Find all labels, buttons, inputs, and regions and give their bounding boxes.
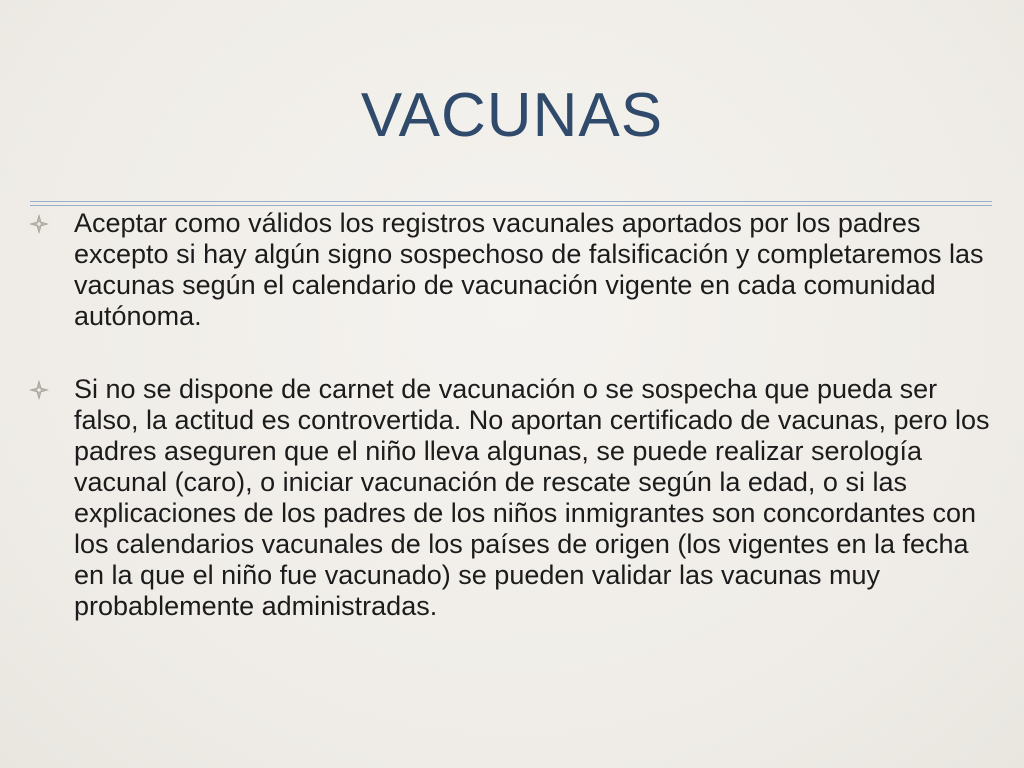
- slide-title: VACUNAS: [360, 81, 664, 150]
- bullet-text: Aceptar como válidos los registros vacunales aportados por los padres excepto si hay algún signo sospechoso de falsificación y completaremos las vacunas según el calendario de vacunación vigente en cada comunidad autónoma.: [74, 208, 984, 331]
- title-divider-top: [30, 201, 992, 202]
- four-point-star-icon: [29, 380, 49, 400]
- bullet-item: [74, 208, 994, 332]
- bullet-list: [74, 208, 994, 622]
- bullet-item: [74, 374, 994, 622]
- bullet-text: Si no se dispone de carnet de vacunación o se sospecha que pueda ser falso, la actitud es controvertida. No aportan certificado de vacunas, pero los padres aseguren que el niño lleva algunas, se puede realizar serología vacunal (caro), o iniciar vacunación de rescate según la edad, o si las explicaciones de los padres de los niños inmigrantes son concordantes con los calendarios vacunales de los países de origen (los vigentes en la fecha en la que el niño fue vacunado) se pueden validar las vacunas muy probablemente administradas.: [74, 374, 990, 621]
- title-divider-bottom: [30, 205, 992, 206]
- four-point-star-icon: [29, 214, 49, 234]
